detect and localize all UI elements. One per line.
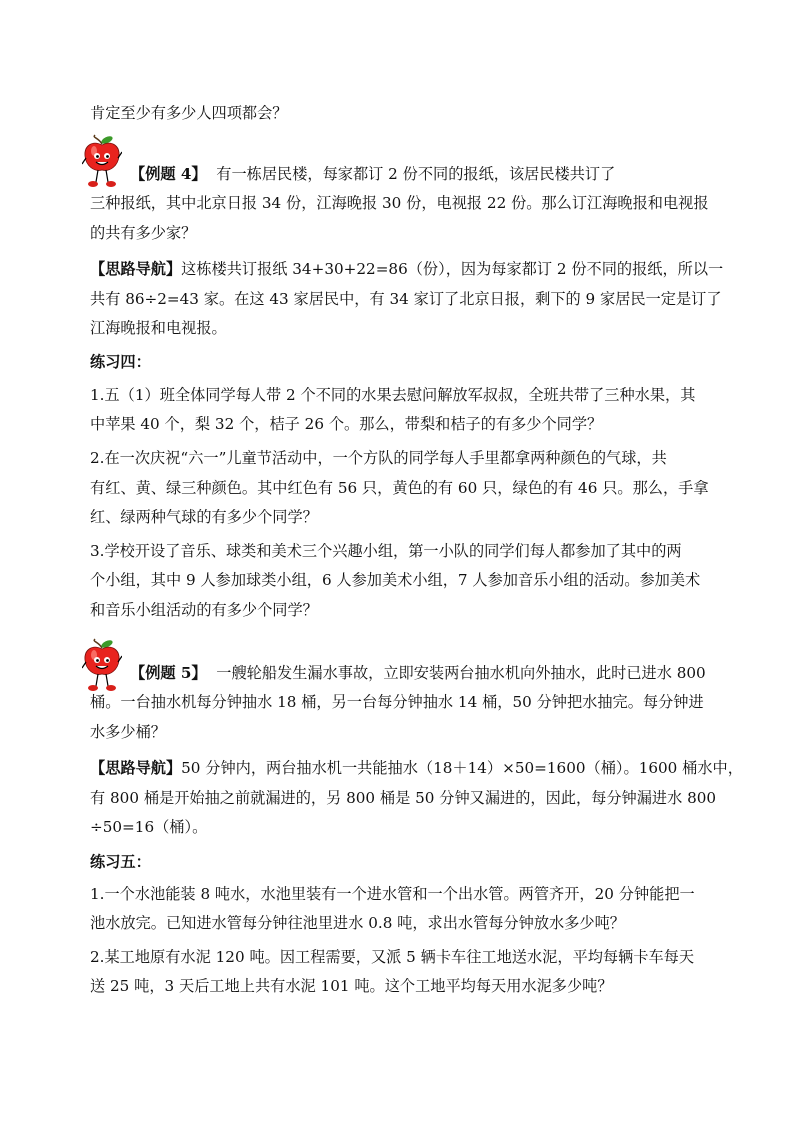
example-4-guide — [90, 259, 730, 279]
example-5-tag: 【例题 5】 — [130, 664, 207, 682]
practice-4-title: 练习四： — [90, 353, 151, 371]
practice-4-line-6: 3.学校开设了音乐、球类和美术三个兴趣小组，第一小队的同学们每人都参加了其中的两 — [90, 542, 682, 560]
example-5-heading — [130, 663, 730, 683]
practice-4-line-1: 1.五（1）班全体同学每人带 2 个不同的水果去慰问解放军叔叔，全班共带了三种水果，其 — [90, 386, 696, 404]
apple-mascot-icon — [82, 638, 122, 694]
practice-4-line-4: 有红、黄、绿三种颜色。其中红色有 56 只，黄色的有 60 只，绿色的有 46 只。那么，手拿 — [90, 479, 709, 497]
practice-4-line-7: 个小组，其中 9 人参加球类小组，6 人参加美术小组，7 人参加音乐小组的活动。参加美术 — [90, 571, 701, 589]
apple-mascot-icon — [82, 134, 122, 190]
example-4-line-2: 三种报纸，其中北京日报 34 份，江海晚报 30 份，电视报 22 份。那么订江海晚报和电视报 — [90, 194, 709, 212]
practice-4-line-5: 红、绿两种气球的有多少个同学？ — [90, 508, 318, 526]
practice-4-line-2: 中苹果 40 个，梨 32 个，桔子 26 个。那么，带梨和桔子的有多少个同学？ — [90, 415, 603, 433]
guide-text: 这栋楼共订报纸 34+30+22=86（份），因为每家都订 2 份不同的报纸，所以一 — [181, 260, 724, 278]
practice-5-line-3: 2.某工地原有水泥 120 吨。因工程需要，又派 5 辆卡车往工地送水泥，平均每辆卡车每天 — [90, 948, 695, 966]
example-4-text: 有一栋居民楼，每家都订 2 份不同的报纸，该居民楼共订了 — [216, 165, 616, 183]
example-4-guide-line-3: 江海晚报和电视报。 — [90, 319, 227, 337]
example-5-line-2: 桶。一台抽水机每分钟抽水 18 桶，另一台每分钟抽水 14 桶，50 分钟把水抽完。每分钟进 — [90, 693, 704, 711]
example-4-line-3: 的共有多少家？ — [90, 224, 197, 242]
example-5-guide-line-3: ÷50=16（桶）。 — [90, 818, 208, 836]
guide-text: 50 分钟内，两台抽水机一共能抽水（18＋14）×50=1600（桶）。1600 桶水中， — [181, 759, 743, 777]
example-5-guide-line-2: 有 800 桶是开始抽之前就漏进的，另 800 桶是 50 分钟又漏进的，因此，每分钟漏进水 800 — [90, 789, 717, 807]
example-5-text: 一艘轮船发生漏水事故，立即安装两台抽水机向外抽水，此时已进水 800 — [216, 664, 706, 682]
practice-5-line-1: 1.一个水池能装 8 吨水，水池里装有一个进水管和一个出水管。两管齐开，20 分钟能把一 — [90, 885, 695, 903]
intro-line-1: 肯定至少有多少人四项都会？ — [90, 104, 288, 122]
example-5-guide — [90, 758, 743, 778]
example-4-heading — [130, 164, 730, 184]
guide-tag: 【思路导航】 — [90, 260, 182, 278]
example-5-line-3: 水多少桶？ — [90, 723, 166, 741]
example-4-guide-line-2: 共有 86÷2=43 家。在这 43 家居民中，有 34 家订了北京日报，剩下的 9 家居民一定是订了 — [90, 290, 722, 308]
example-4-tag: 【例题 4】 — [130, 165, 207, 183]
practice-5-line-4: 送 25 吨，3 天后工地上共有水泥 101 吨。这个工地平均每天用水泥多少吨？ — [90, 977, 613, 995]
practice-5-title: 练习五： — [90, 853, 151, 871]
guide-tag: 【思路导航】 — [90, 759, 182, 777]
practice-4-line-8: 和音乐小组活动的有多少个同学？ — [90, 601, 318, 619]
practice-5-line-2: 池水放完。已知进水管每分钟往池里进水 0.8 吨，求出水管每分钟放水多少吨？ — [90, 914, 625, 932]
practice-4-line-3: 2.在一次庆祝“六一”儿童节活动中，一个方队的同学每人手里都拿两种颜色的气球，共 — [90, 449, 667, 467]
